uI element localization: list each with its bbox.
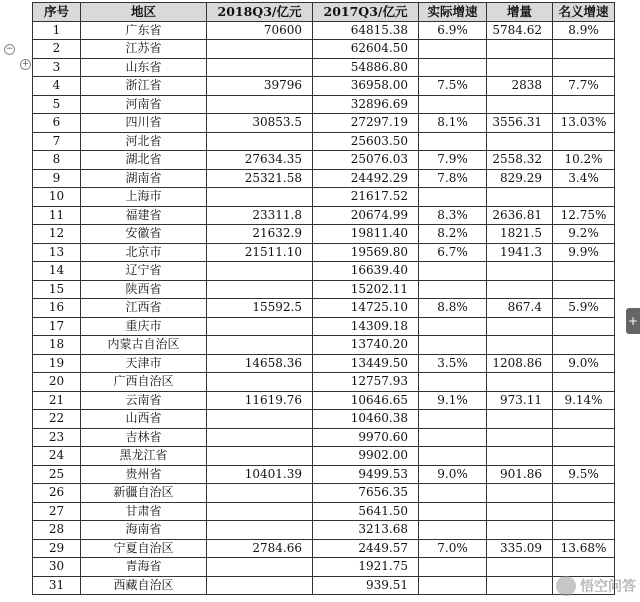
cell-rank: 29: [33, 539, 81, 558]
cell-real-growth: 7.5%: [419, 77, 487, 96]
cell-increment: [487, 558, 553, 577]
cell-real-growth: [419, 188, 487, 207]
collapse-icon[interactable]: −: [5, 44, 14, 54]
cell-real-growth: [419, 262, 487, 281]
cell-increment: 867.4: [487, 299, 553, 318]
cell-2018q3: 30853.5: [207, 114, 313, 133]
cell-nominal-growth: [553, 336, 615, 355]
cell-2018q3: [207, 58, 313, 77]
cell-rank: 31: [33, 576, 81, 595]
cell-nominal-growth: [553, 558, 615, 577]
cell-2017q3: 2449.57: [313, 539, 419, 558]
table-row: [33, 317, 615, 336]
table-row: [33, 21, 615, 40]
header-rank: 序号: [33, 3, 81, 22]
cell-real-growth: 7.9%: [419, 151, 487, 170]
table-row: [33, 58, 615, 77]
table-row: [33, 391, 615, 410]
cell-increment: 1821.5: [487, 225, 553, 244]
header-region: 地区: [81, 3, 207, 22]
table-row: [33, 558, 615, 577]
cell-2017q3: 13449.50: [313, 354, 419, 373]
cell-real-growth: [419, 132, 487, 151]
table-row: [33, 410, 615, 429]
cell-2018q3: [207, 40, 313, 59]
cell-2018q3: 70600: [207, 21, 313, 40]
cell-nominal-growth: [553, 95, 615, 114]
cell-2017q3: 1921.75: [313, 558, 419, 577]
cell-2018q3: [207, 317, 313, 336]
cell-2018q3: 39796: [207, 77, 313, 96]
table-row: [33, 576, 615, 595]
cell-rank: 16: [33, 299, 81, 318]
header-2018q3: 2018Q3/亿元: [207, 3, 313, 22]
cell-real-growth: [419, 447, 487, 466]
cell-2018q3: [207, 373, 313, 392]
cell-nominal-growth: [553, 132, 615, 151]
cell-nominal-growth: [553, 188, 615, 207]
cell-2017q3: 21617.52: [313, 188, 419, 207]
cell-2017q3: 25076.03: [313, 151, 419, 170]
table-row: [33, 262, 615, 281]
cell-real-growth: 8.2%: [419, 225, 487, 244]
cell-increment: [487, 188, 553, 207]
table-row: [33, 484, 615, 503]
cell-real-growth: 8.1%: [419, 114, 487, 133]
table-row: [33, 539, 615, 558]
cell-region: 重庆市: [81, 317, 207, 336]
cell-2017q3: 12757.93: [313, 373, 419, 392]
cell-nominal-growth: 12.75%: [553, 206, 615, 225]
cell-increment: [487, 280, 553, 299]
table-row: [33, 77, 615, 96]
cell-rank: 15: [33, 280, 81, 299]
cell-real-growth: 3.5%: [419, 354, 487, 373]
table-row: [33, 114, 615, 133]
cell-rank: 5: [33, 95, 81, 114]
cell-region: 福建省: [81, 206, 207, 225]
cell-region: 江苏省: [81, 40, 207, 59]
cell-2018q3: 10401.39: [207, 465, 313, 484]
cell-2017q3: 64815.38: [313, 21, 419, 40]
cell-2018q3: [207, 484, 313, 503]
cell-nominal-growth: 7.7%: [553, 77, 615, 96]
table-row: [33, 428, 615, 447]
cell-real-growth: [419, 40, 487, 59]
cell-rank: 12: [33, 225, 81, 244]
cell-2017q3: 27297.19: [313, 114, 419, 133]
header-real-growth: 实际增速: [419, 3, 487, 22]
cell-region: 安徽省: [81, 225, 207, 244]
cell-rank: 13: [33, 243, 81, 262]
cell-real-growth: 9.1%: [419, 391, 487, 410]
cell-increment: [487, 502, 553, 521]
cell-region: 湖南省: [81, 169, 207, 188]
cell-2018q3: [207, 262, 313, 281]
cell-rank: 18: [33, 336, 81, 355]
cell-nominal-growth: 9.2%: [553, 225, 615, 244]
cell-real-growth: [419, 521, 487, 540]
cell-region: 浙江省: [81, 77, 207, 96]
cell-nominal-growth: 13.03%: [553, 114, 615, 133]
cell-region: 吉林省: [81, 428, 207, 447]
cell-region: 广东省: [81, 21, 207, 40]
cell-2018q3: [207, 132, 313, 151]
cell-rank: 21: [33, 391, 81, 410]
cell-real-growth: [419, 95, 487, 114]
cell-2018q3: [207, 95, 313, 114]
cell-region: 辽宁省: [81, 262, 207, 281]
table-row: [33, 206, 615, 225]
cell-2017q3: 10460.38: [313, 410, 419, 429]
cell-real-growth: [419, 280, 487, 299]
cell-real-growth: [419, 558, 487, 577]
cell-nominal-growth: [553, 521, 615, 540]
cell-2018q3: [207, 502, 313, 521]
cell-region: 青海省: [81, 558, 207, 577]
cell-rank: 23: [33, 428, 81, 447]
cell-2018q3: [207, 447, 313, 466]
gdp-table-sheet: [32, 2, 614, 595]
cell-rank: 26: [33, 484, 81, 503]
cell-region: 陕西省: [81, 280, 207, 299]
cell-region: 河南省: [81, 95, 207, 114]
cell-nominal-growth: 9.14%: [553, 391, 615, 410]
cell-increment: [487, 410, 553, 429]
header-row: [33, 3, 615, 22]
cell-real-growth: [419, 502, 487, 521]
cell-nominal-growth: 13.68%: [553, 539, 615, 558]
cell-real-growth: 7.8%: [419, 169, 487, 188]
table-row: [33, 132, 615, 151]
cell-nominal-growth: [553, 428, 615, 447]
cell-increment: [487, 132, 553, 151]
cell-rank: 1: [33, 21, 81, 40]
cell-increment: [487, 428, 553, 447]
cell-rank: 11: [33, 206, 81, 225]
table-row: [33, 299, 615, 318]
cell-real-growth: [419, 576, 487, 595]
cell-nominal-growth: [553, 262, 615, 281]
cell-real-growth: [419, 484, 487, 503]
cell-rank: 3: [33, 58, 81, 77]
cell-2018q3: 23311.8: [207, 206, 313, 225]
cell-increment: 1941.3: [487, 243, 553, 262]
cell-real-growth: [419, 428, 487, 447]
table-row: [33, 447, 615, 466]
cell-2017q3: 19569.80: [313, 243, 419, 262]
table-row: [33, 354, 615, 373]
cell-2018q3: [207, 188, 313, 207]
cell-increment: [487, 336, 553, 355]
header-nominal-growth: 名义增速: [553, 3, 615, 22]
cell-rank: 27: [33, 502, 81, 521]
cell-rank: 24: [33, 447, 81, 466]
cell-2018q3: [207, 410, 313, 429]
cell-real-growth: [419, 373, 487, 392]
cell-nominal-growth: [553, 317, 615, 336]
cell-2017q3: 19811.40: [313, 225, 419, 244]
watermark-text: 悟空问答: [580, 579, 636, 595]
cell-2017q3: 5641.50: [313, 502, 419, 521]
cell-region: 山东省: [81, 58, 207, 77]
cell-increment: 829.29: [487, 169, 553, 188]
cell-rank: 22: [33, 410, 81, 429]
cell-region: 河北省: [81, 132, 207, 151]
cell-region: 北京市: [81, 243, 207, 262]
cell-rank: 8: [33, 151, 81, 170]
cell-nominal-growth: 9.0%: [553, 354, 615, 373]
cell-2017q3: 32896.69: [313, 95, 419, 114]
cell-real-growth: 7.0%: [419, 539, 487, 558]
cell-2017q3: 62604.50: [313, 40, 419, 59]
cell-rank: 6: [33, 114, 81, 133]
cell-2017q3: 36958.00: [313, 77, 419, 96]
cell-region: 江西省: [81, 299, 207, 318]
cell-nominal-growth: 8.9%: [553, 21, 615, 40]
cell-increment: 901.86: [487, 465, 553, 484]
table-row: [33, 151, 615, 170]
cell-nominal-growth: 3.4%: [553, 169, 615, 188]
cell-increment: 335.09: [487, 539, 553, 558]
cell-2017q3: 16639.40: [313, 262, 419, 281]
cell-increment: 5784.62: [487, 21, 553, 40]
cell-increment: [487, 447, 553, 466]
header-increment: 增量: [487, 3, 553, 22]
cell-2017q3: 20674.99: [313, 206, 419, 225]
cell-2018q3: 21632.9: [207, 225, 313, 244]
cell-nominal-growth: [553, 484, 615, 503]
cell-rank: 19: [33, 354, 81, 373]
cell-rank: 9: [33, 169, 81, 188]
cell-2017q3: 14309.18: [313, 317, 419, 336]
table-row: [33, 502, 615, 521]
table-row: [33, 95, 615, 114]
cell-2017q3: 9970.60: [313, 428, 419, 447]
cell-rank: 10: [33, 188, 81, 207]
cell-increment: 973.11: [487, 391, 553, 410]
cell-increment: [487, 484, 553, 503]
cell-real-growth: [419, 58, 487, 77]
cell-region: 山西省: [81, 410, 207, 429]
cell-rank: 28: [33, 521, 81, 540]
cell-region: 新疆自治区: [81, 484, 207, 503]
cell-2018q3: 2784.66: [207, 539, 313, 558]
cell-region: 海南省: [81, 521, 207, 540]
cell-nominal-growth: 5.9%: [553, 299, 615, 318]
table-row: [33, 169, 615, 188]
cell-nominal-growth: 9.9%: [553, 243, 615, 262]
cell-increment: [487, 58, 553, 77]
cell-rank: 30: [33, 558, 81, 577]
table-row: [33, 188, 615, 207]
cell-2018q3: 27634.35: [207, 151, 313, 170]
table-row: [33, 521, 615, 540]
cell-rank: 14: [33, 262, 81, 281]
table-row: [33, 280, 615, 299]
cell-nominal-growth: [553, 280, 615, 299]
table-row: [33, 243, 615, 262]
cell-2018q3: [207, 576, 313, 595]
header-2017q3: 2017Q3/亿元: [313, 3, 419, 22]
cell-increment: [487, 521, 553, 540]
cell-nominal-growth: 9.5%: [553, 465, 615, 484]
side-expand-button[interactable]: +: [626, 308, 640, 334]
cell-2018q3: [207, 558, 313, 577]
cell-2018q3: 25321.58: [207, 169, 313, 188]
cell-2017q3: 3213.68: [313, 521, 419, 540]
cell-nominal-growth: [553, 373, 615, 392]
cell-region: 四川省: [81, 114, 207, 133]
cell-real-growth: [419, 336, 487, 355]
cell-rank: 25: [33, 465, 81, 484]
cell-2017q3: 7656.35: [313, 484, 419, 503]
cell-increment: 1208.86: [487, 354, 553, 373]
chat-bubble-icon: [556, 576, 576, 596]
cell-region: 贵州省: [81, 465, 207, 484]
cell-region: 天津市: [81, 354, 207, 373]
table-row: [33, 225, 615, 244]
cell-2018q3: [207, 336, 313, 355]
cell-nominal-growth: [553, 58, 615, 77]
watermark: [556, 576, 636, 596]
cell-region: 宁夏自治区: [81, 539, 207, 558]
cell-2018q3: 15592.5: [207, 299, 313, 318]
table-row: [33, 336, 615, 355]
cell-increment: 3556.31: [487, 114, 553, 133]
cell-region: 西藏自治区: [81, 576, 207, 595]
cell-2018q3: [207, 428, 313, 447]
cell-2017q3: 13740.20: [313, 336, 419, 355]
cell-real-growth: [419, 317, 487, 336]
cell-2017q3: 10646.65: [313, 391, 419, 410]
cell-increment: [487, 262, 553, 281]
cell-real-growth: 6.9%: [419, 21, 487, 40]
cell-2017q3: 14725.10: [313, 299, 419, 318]
cell-real-growth: 9.0%: [419, 465, 487, 484]
cell-increment: [487, 373, 553, 392]
table-row: [33, 465, 615, 484]
cell-nominal-growth: [553, 40, 615, 59]
cell-2017q3: 9499.53: [313, 465, 419, 484]
cell-nominal-growth: [553, 447, 615, 466]
cell-increment: [487, 40, 553, 59]
cell-rank: 7: [33, 132, 81, 151]
cell-2017q3: 25603.50: [313, 132, 419, 151]
cell-region: 广西自治区: [81, 373, 207, 392]
cell-rank: 17: [33, 317, 81, 336]
cell-region: 内蒙古自治区: [81, 336, 207, 355]
cell-2017q3: 24492.29: [313, 169, 419, 188]
cell-real-growth: [419, 410, 487, 429]
cell-region: 黑龙江省: [81, 447, 207, 466]
cell-increment: 2558.32: [487, 151, 553, 170]
cell-nominal-growth: 10.2%: [553, 151, 615, 170]
cell-region: 甘肃省: [81, 502, 207, 521]
cell-region: 湖北省: [81, 151, 207, 170]
cell-real-growth: 8.3%: [419, 206, 487, 225]
table-row: [33, 40, 615, 59]
cell-increment: [487, 576, 553, 595]
cell-rank: 2: [33, 40, 81, 59]
cell-nominal-growth: [553, 410, 615, 429]
cell-2018q3: 14658.36: [207, 354, 313, 373]
gdp-table: [32, 2, 615, 595]
cell-2017q3: 54886.80: [313, 58, 419, 77]
expand-icon[interactable]: +: [21, 59, 30, 69]
cell-increment: 2838: [487, 77, 553, 96]
cell-increment: 2636.81: [487, 206, 553, 225]
cell-region: 上海市: [81, 188, 207, 207]
cell-2018q3: 21511.10: [207, 243, 313, 262]
cell-rank: 20: [33, 373, 81, 392]
cell-increment: [487, 317, 553, 336]
cell-nominal-growth: [553, 502, 615, 521]
cell-increment: [487, 95, 553, 114]
cell-2017q3: 15202.11: [313, 280, 419, 299]
cell-real-growth: 8.8%: [419, 299, 487, 318]
cell-2018q3: [207, 521, 313, 540]
cell-2017q3: 939.51: [313, 576, 419, 595]
cell-2017q3: 9902.00: [313, 447, 419, 466]
cell-rank: 4: [33, 77, 81, 96]
table-row: [33, 373, 615, 392]
cell-2018q3: [207, 280, 313, 299]
cell-2018q3: 11619.76: [207, 391, 313, 410]
cell-real-growth: 6.7%: [419, 243, 487, 262]
cell-region: 云南省: [81, 391, 207, 410]
